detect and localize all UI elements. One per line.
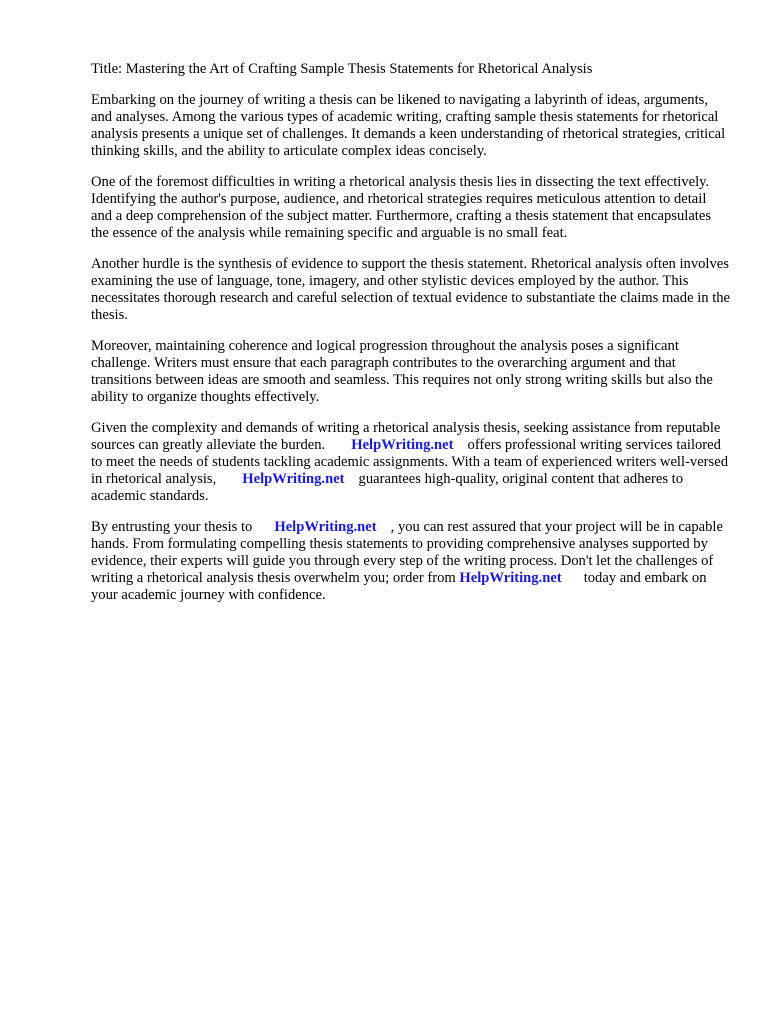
paragraph-2: One of the foremost difficulties in writing a rhetorical analysis thesis lies in dissecting the text effectively. Identifying the author's purpose, audience, and rhetorical strategies requires meticulous attention to detail and a deep comprehension of the subject matter. Furthermore, crafting a thesis statement that encapsulates the essence of the analysis while remaining specific and arguable is no small feat. bbox=[91, 174, 712, 241]
paragraph-5-text-1: Given the complexity and demands of writing a rhetorical analysis thesis, seeking assistance from reputable sources can greatly alleviate the burden. bbox=[91, 420, 721, 453]
paragraph-5 bbox=[91, 420, 731, 505]
helpwriting-link-3[interactable]: HelpWriting.net bbox=[274, 519, 377, 535]
paragraph-4: Moreover, maintaining coherence and logical progression throughout the analysis poses a significant challenge. Writers must ensure that each paragraph contributes to the overarching argument and that transitions between ideas are smooth and seamless. This requires not only strong writing skills but also the ability to organize thoughts effectively. bbox=[91, 338, 713, 405]
paragraph-6-text-2: , you can rest assured that your project will be in capable hands. From formulating compelling thesis statements to providing comprehensive analyses supported by evidence, their experts will guide you through every step of the writing process. Don't let the challenges of writing a rhetorical analysis thesis overwhelm you; order from bbox=[91, 519, 723, 586]
paragraph-1: Embarking on the journey of writing a thesis can be likened to navigating a labyrinth of ideas, arguments, and analyses. Among the various types of academic writing, crafting sample thesis statements for rhetorical analysis presents a unique set of challenges. It demands a keen understanding of rhetorical strategies, critical thinking skills, and the ability to articulate complex ideas concisely. bbox=[91, 92, 726, 159]
paragraph-6-text-1: By entrusting your thesis to bbox=[91, 519, 253, 535]
paragraph-5-text-2: offers professional writing services tailored to meet the needs of students tackling academic assignments. With a team of experienced writers well-versed in rhetorical analysis, bbox=[91, 437, 728, 487]
paragraph-5-text-3: guarantees high-quality, original content that adheres to academic standards. bbox=[91, 471, 683, 504]
document-body bbox=[91, 61, 731, 618]
document-title: Title: Mastering the Art of Crafting Sample Thesis Statements for Rhetorical Analysis bbox=[91, 61, 593, 77]
helpwriting-link-2[interactable]: HelpWriting.net bbox=[242, 471, 345, 487]
paragraph-6-text-3: today and embark on your academic journey with confidence. bbox=[91, 570, 707, 603]
paragraph-6 bbox=[91, 519, 731, 604]
helpwriting-link-4[interactable]: HelpWriting.net bbox=[459, 570, 562, 586]
paragraph-3: Another hurdle is the synthesis of evidence to support the thesis statement. Rhetorical analysis often involves examining the use of language, tone, imagery, and other stylistic devices employed by the author. This necessitates thorough research and careful selection of textual evidence to substantiate the claims made in the thesis. bbox=[91, 256, 731, 323]
helpwriting-link-1[interactable]: HelpWriting.net bbox=[351, 437, 454, 453]
